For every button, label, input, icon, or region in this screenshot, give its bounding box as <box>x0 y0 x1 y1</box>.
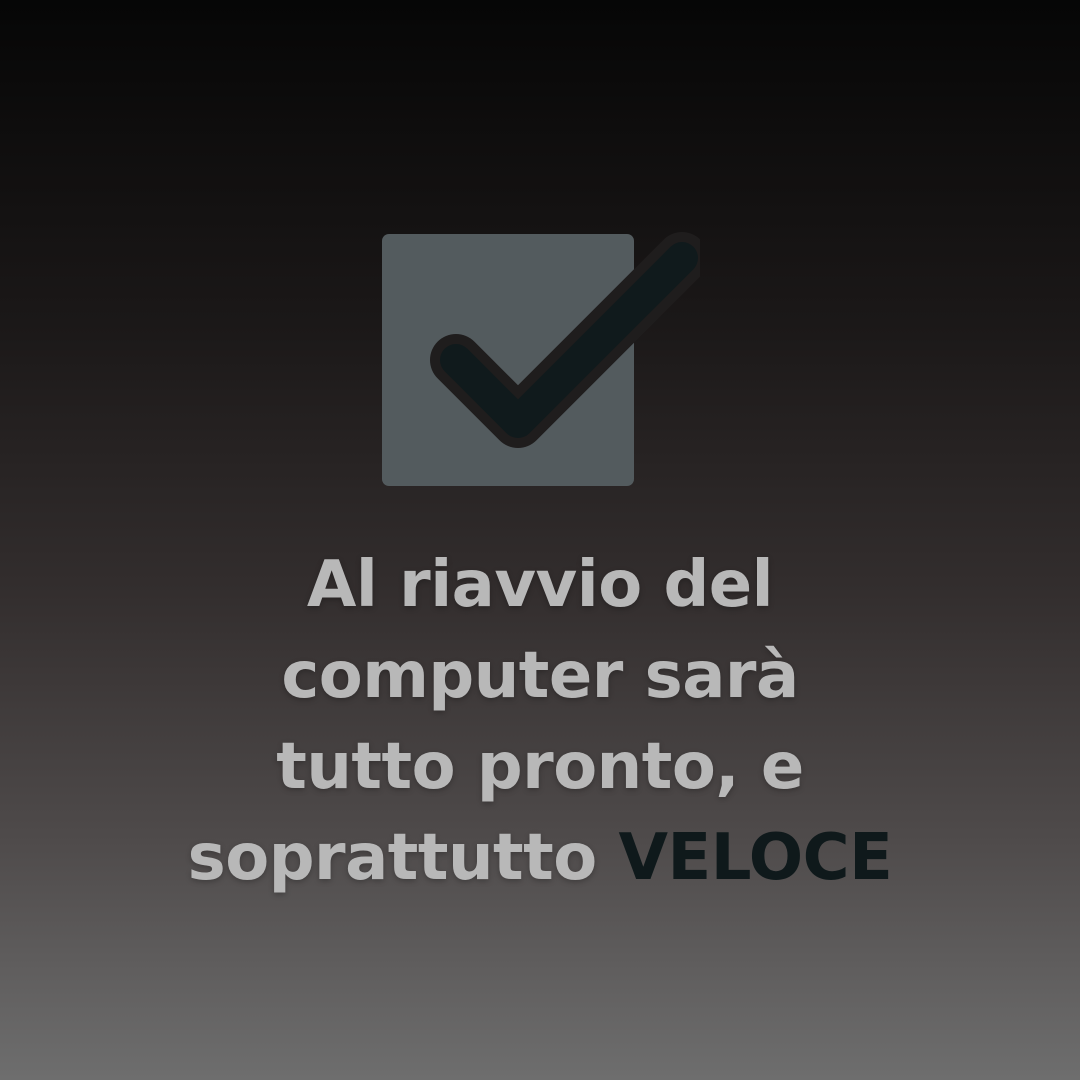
checkbox-checked-icon <box>380 232 700 492</box>
message-accent-word: VELOCE <box>618 821 893 895</box>
checkmark-graphic <box>380 232 700 492</box>
message-text <box>0 540 1080 904</box>
message-line-1: Al riavvio del <box>306 548 774 622</box>
message-line-3: tutto pronto, e <box>276 730 804 804</box>
message-line-4-prefix: soprattutto <box>187 821 597 895</box>
message-line-4 <box>0 813 1080 904</box>
message-line-2: computer sarà <box>281 639 799 713</box>
